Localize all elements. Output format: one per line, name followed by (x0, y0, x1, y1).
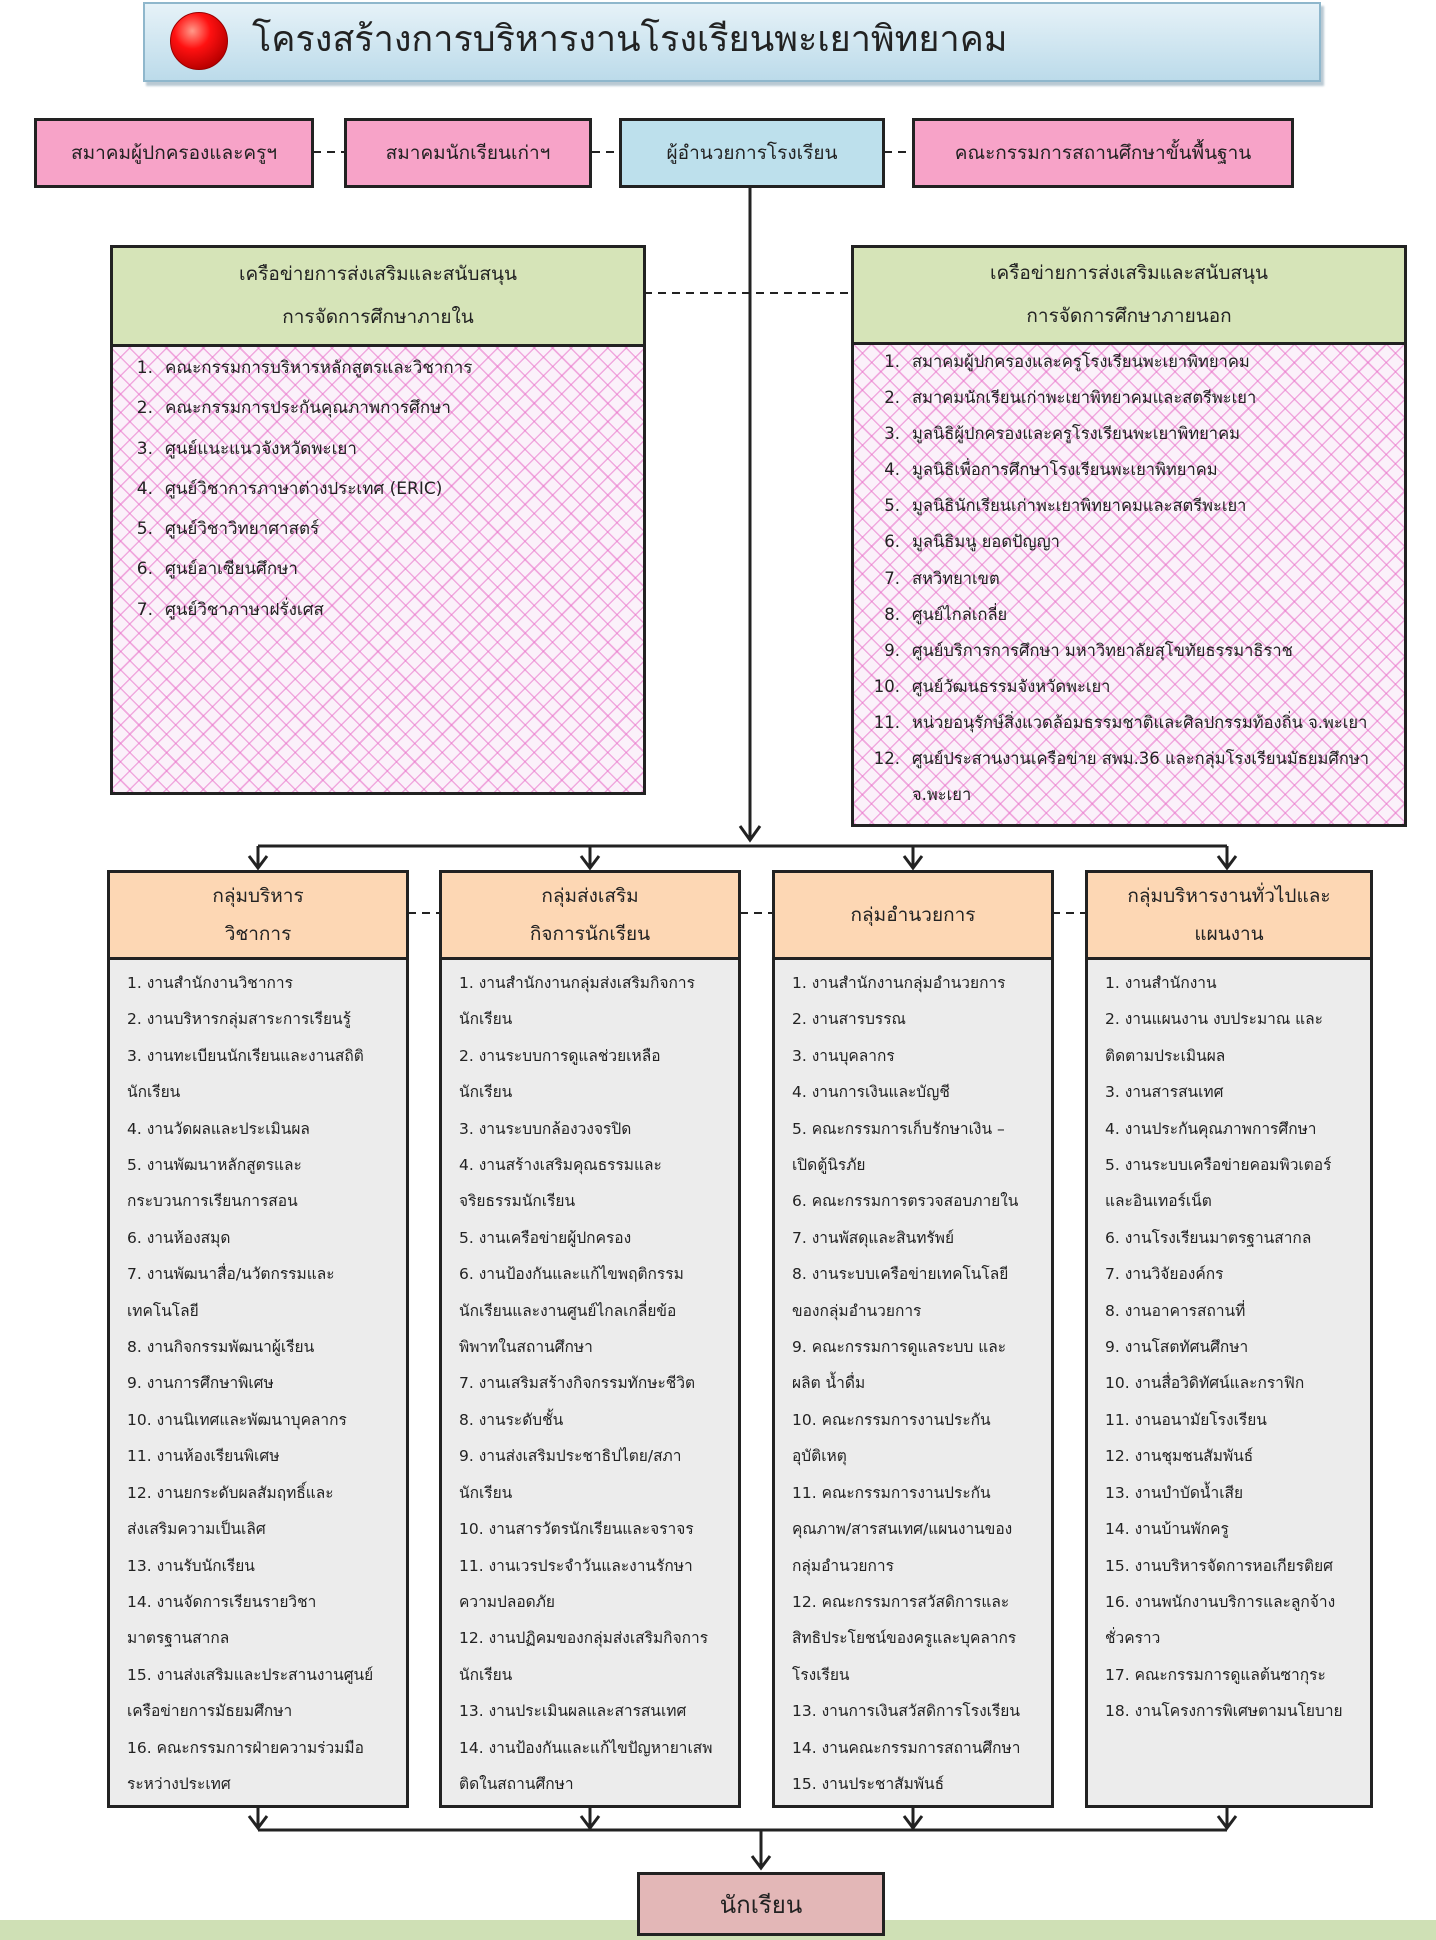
group-list-item: 10. งานนิเทศและพัฒนาบุคลากร (127, 1410, 347, 1429)
internal_network-item-text: คณะกรรมการบริหารหลักสูตรและวิชาการ (165, 358, 473, 378)
internal_network-item-text: ศูนย์วิชาวิทยาศาสตร์ (165, 519, 320, 540)
internal_network-item-number: 5. (136, 519, 153, 540)
external_network-item-number: 6. (884, 532, 900, 552)
group-list-item: 5. คณะกรรมการเก็บรักษาเงิน – (792, 1119, 1005, 1138)
group-list-item: 11. งานเวรประจำวันและงานรักษา (459, 1556, 693, 1575)
internal_network-item-number: 3. (136, 438, 153, 459)
internal_network-item (131, 429, 472, 469)
external-network-header (854, 248, 1404, 345)
group-list-item: 16. งานพนักงานบริการและลูกจ้าง (1105, 1592, 1336, 1611)
group-list-item: 3. งานสารสนเทศ (1105, 1083, 1224, 1102)
group-list-item: 15. งานประชาสัมพันธ์ (792, 1774, 945, 1793)
group-list-item: ระหว่างประเทศ (127, 1774, 231, 1793)
group-list-item: 8. งานระดับชั้น (459, 1410, 564, 1429)
external-network-title-2: การจัดการศึกษาภายนอก (1026, 305, 1232, 327)
group-student-affairs (439, 870, 741, 1808)
group-list-item: 1. งานสำนักงานกลุ่มส่งเสริมกิจการ (459, 974, 695, 992)
basic-education-board-box (912, 118, 1294, 188)
group-list-item: กระบวนการเรียนการสอน (127, 1192, 298, 1211)
external_network-item-text: สหวิทยาเขต (912, 568, 1000, 588)
external_network-item (870, 633, 1369, 669)
external_network-item (870, 741, 1369, 777)
group-list-item: 11. งานอนามัยโรงเรียน (1105, 1410, 1267, 1429)
group-list-item: เปิดตู้นิรภัย (792, 1156, 866, 1175)
group-list-item: ของกลุ่มอำนวยการ (792, 1301, 922, 1320)
group-academic-title-2: วิชาการ (224, 923, 292, 945)
group-list-item: ติดตามประเมินผล (1105, 1046, 1226, 1065)
external_network-item-number: 4. (884, 460, 900, 480)
internal_network-item-text: ศูนย์แนะแนวจังหวัดพะเยา (165, 438, 357, 459)
parent-association-label: สมาคมผู้ปกครองและครูฯ (70, 142, 277, 164)
group-list-item: 11. คณะกรรมการงานประกัน (792, 1483, 991, 1502)
group-list-item: นักเรียน (459, 1083, 513, 1102)
external_network-item (870, 488, 1369, 524)
external_network-item-text: ศูนย์ไกล่เกลี่ย (912, 604, 1008, 624)
group-student-affairs-header (442, 873, 738, 960)
alumni-association-box (344, 118, 592, 188)
external_network-item (870, 669, 1369, 705)
red-orb-icon (170, 12, 228, 70)
group-list-item: 2. งานแผนงาน งบประมาณ และ (1105, 1010, 1323, 1029)
group-academic (107, 870, 409, 1808)
group-list-item: 11. งานห้องเรียนพิเศษ (127, 1447, 280, 1466)
internal_network-item-number: 7. (136, 599, 153, 620)
internal-network-title-2: การจัดการศึกษาภายใน (282, 306, 474, 328)
external_network-item-number: 2. (884, 388, 900, 408)
group-list-item: โรงเรียน (792, 1665, 850, 1684)
alumni-association-label: สมาคมนักเรียนเก่าฯ (385, 142, 551, 164)
group-list-item: 2. งานสารบรรณ (792, 1010, 906, 1029)
group-list-item: 10. งานสารวัตรนักเรียนและจราจร (459, 1520, 694, 1539)
group-administration-title-1: กลุ่มอำนวยการ (850, 904, 976, 926)
internal_network-item (131, 509, 472, 549)
internal_network-item-text: คณะกรรมการประกันคุณภาพการศึกษา (165, 398, 451, 419)
external_network-item (870, 561, 1369, 597)
group-list-item: จริยธรรมนักเรียน (459, 1192, 576, 1211)
external_network-item-text: สมาคมนักเรียนเก่าพะเยาพิทยาคมและสตรีพะเยา (912, 388, 1257, 408)
group-list-item: 12. งานยกระดับผลสัมฤทธิ์และ (127, 1483, 334, 1502)
group-list-item: 3. งานบุคลากร (792, 1046, 895, 1065)
group-academic-list (127, 965, 373, 1802)
group-list-item: 9. งานการศึกษาพิเศษ (127, 1374, 274, 1393)
student-box (637, 1872, 885, 1936)
external_network-item-text: มูลนิธินักเรียนเก่าพะเยาพิทยาคมและสตรีพะเยา (912, 496, 1247, 516)
group-list-item: ติดในสถานศึกษา (459, 1774, 574, 1793)
group-list-item: 14. งานจัดการเรียนรายวิชา (127, 1592, 317, 1611)
group-student-affairs-list (459, 965, 712, 1802)
group-list-item: 12. คณะกรรมการสวัสดิการและ (792, 1592, 1010, 1611)
external-network-title-1: เครือข่ายการส่งเสริมและสนับสนุน (990, 262, 1268, 284)
external_network-item-number: 8. (884, 604, 900, 624)
group-list-item: 13. งานบำบัดน้ำเสีย (1105, 1483, 1244, 1502)
internal_network-item-text: ศูนย์วิชาภาษาฝรั่งเศส (165, 599, 324, 620)
group-list-item: พิพาทในสถานศึกษา (459, 1338, 593, 1357)
group-list-item: 10. คณะกรรมการงานประกัน (792, 1410, 991, 1429)
external_network-item (870, 452, 1369, 488)
internal_network-item (131, 388, 472, 428)
external_network-item-number: 10. (873, 676, 900, 696)
group-student-affairs-title-1: กลุ่มส่งเสริม (541, 885, 639, 907)
student-label: นักเรียน (719, 1890, 803, 1919)
internal_network-item (131, 590, 472, 630)
group-list-item: 16. คณะกรรมการฝ่ายความร่วมมือ (127, 1738, 364, 1757)
group-list-item: 5. งานระบบเครือข่ายคอมพิวเตอร์ (1105, 1156, 1332, 1175)
group-list-item: 7. งานพัฒนาสื่อ/นวัตกรรมและ (127, 1265, 335, 1284)
group-list-item: 7. งานพัสดุและสินทรัพย์ (792, 1228, 955, 1247)
group-list-item: 6. งานป้องกันและแก้ไขพฤติกรรม (459, 1265, 684, 1284)
group-list-item: 13. งานประเมินผลและสารสนเทศ (459, 1702, 687, 1721)
basic-education-board-label: คณะกรรมการสถานศึกษาขั้นพื้นฐาน (954, 142, 1252, 164)
external_network-item-text: มูลนิธิเพื่อการศึกษาโรงเรียนพะเยาพิทยาคม (912, 460, 1218, 480)
external-network-box (851, 245, 1407, 827)
group-list-item: 7. งานเสริมสร้างกิจกรรมทักษะชีวิต (459, 1374, 696, 1393)
group-list-item: นักเรียน (459, 1010, 513, 1029)
group-list-item: ความปลอดภัย (459, 1592, 556, 1611)
internal-network-header (113, 248, 643, 347)
internal_network-item-number: 4. (136, 478, 153, 499)
external_network-item-number: 7. (884, 568, 900, 588)
group-list-item: 12. งานชุมชนสัมพันธ์ (1105, 1447, 1254, 1466)
group-list-item: 4. งานสร้างเสริมคุณธรรมและ (459, 1156, 662, 1175)
external_network-item (870, 416, 1369, 452)
group-list-item: 15. งานบริหารจัดการหอเกียรติยศ (1105, 1556, 1334, 1575)
group-administration-header (775, 873, 1051, 960)
internal_network-item-number: 2. (136, 398, 153, 419)
external_network-item-text: ศูนย์บริการการศึกษา มหาวิทยาลัยสุโขทัยธรรมาธิราช (912, 640, 1293, 660)
group-list-item: 4. งานการเงินและบัญชี (792, 1083, 950, 1102)
external_network-item-number: 1. (884, 352, 900, 371)
group-list-item: ผลิต น้ำดื่ม (792, 1374, 866, 1393)
external_network-item-text: มูลนิธิมนู ยอดปัญญา (912, 532, 1060, 552)
external_network-item-text: หน่วยอนุรักษ์สิ่งแวดล้อมธรรมชาติและศิลปกรรมท้องถิ่น จ.พะเยา (912, 712, 1368, 732)
internal_network-item-number: 1. (136, 358, 153, 378)
external_network-item (870, 597, 1369, 633)
external_network-item-text: มูลนิธิผู้ปกครองและครูโรงเรียนพะเยาพิทยาคม (912, 424, 1240, 444)
group-list-item: เครือข่ายการมัธยมศึกษา (127, 1702, 293, 1721)
group-list-item: คุณภาพ/สารสนเทศ/แผนงานของ (792, 1520, 1013, 1539)
group-list-item: 8. งานระบบเครือข่ายเทคโนโลยี (792, 1265, 1009, 1284)
group-list-item: 12. งานปฏิคมของกลุ่มส่งเสริมกิจการ (459, 1629, 709, 1648)
group-list-item: 2. งานระบบการดูแลช่วยเหลือ (459, 1046, 661, 1065)
group-administration (772, 870, 1054, 1808)
group-general-planning-title-1: กลุ่มบริหารงานทั่วไปและ (1127, 885, 1331, 907)
internal_network-item-number: 6. (136, 559, 153, 580)
group-list-item: ส่งเสริมความเป็นเลิศ (127, 1520, 266, 1539)
group-list-item: 17. คณะกรรมการดูแลต้นซากุระ (1105, 1665, 1326, 1684)
external_network-item-number: 5. (884, 496, 900, 516)
external_network-item-text: ศูนย์วัฒนธรรมจังหวัดพะเยา (912, 676, 1111, 696)
external_network-item (870, 344, 1369, 380)
internal-network-list (131, 348, 472, 630)
group-list-item: 13. งานรับนักเรียน (127, 1556, 255, 1575)
group-list-item: 1. งานสำนักงานวิชาการ (127, 974, 293, 992)
group-list-item: 14. งานคณะกรรมการสถานศึกษา (792, 1738, 1021, 1757)
external_network-item-text: จ.พะเยา (912, 785, 972, 805)
group-list-item: 8. งานอาคารสถานที่ (1105, 1301, 1246, 1320)
group-list-item: 8. งานกิจกรรมพัฒนาผู้เรียน (127, 1338, 315, 1357)
group-list-item: 7. งานวิจัยองค์กร (1105, 1265, 1224, 1284)
external_network-item-text: ศูนย์ประสานงานเครือข่าย สพม.36 และกลุ่มโรงเรียนมัธยมศึกษา (912, 749, 1369, 769)
director-box (619, 118, 885, 188)
group-list-item: มาตรฐานสากล (127, 1629, 230, 1648)
group-academic-title-1: กลุ่มบริหาร (212, 885, 304, 907)
group-list-item: นักเรียนและงานศูนย์ไกลเกลี่ยข้อ (459, 1301, 677, 1320)
group-list-item: 9. คณะกรรมการดูแลระบบ และ (792, 1338, 1007, 1357)
internal-network-box (110, 245, 646, 795)
group-list-item: ชั่วคราว (1105, 1629, 1161, 1648)
external-network-list (870, 344, 1369, 813)
external_network-item (870, 380, 1369, 416)
group-list-item: 5. งานเครือข่ายผู้ปกครอง (459, 1228, 632, 1247)
group-list-item: 1. งานสำนักงานกลุ่มอำนวยการ (792, 974, 1006, 992)
group-list-item: 14. งานบ้านพักครู (1105, 1520, 1229, 1539)
group-list-item: นักเรียน (459, 1483, 513, 1502)
internal_network-item-text: ศูนย์วิชาการภาษาต่างประเทศ (ERIC) (165, 478, 443, 499)
external_network-item (870, 524, 1369, 560)
group-list-item: 13. งานการเงินสวัสดิการโรงเรียน (792, 1702, 1020, 1721)
group-list-item: 3. งานทะเบียนนักเรียนและงานสถิติ (127, 1046, 364, 1065)
group-list-item: 4. งานประกันคุณภาพการศึกษา (1105, 1119, 1317, 1138)
internal_network-item-text: ศูนย์อาเซียนศึกษา (165, 559, 298, 580)
internal_network-item (131, 348, 472, 388)
internal-network-title-1: เครือข่ายการส่งเสริมและสนับสนุน (239, 263, 517, 285)
group-list-item: 4. งานวัดผลและประเมินผล (127, 1119, 310, 1138)
group-list-item: 9. งานส่งเสริมประชาธิปไตย/สภา (459, 1447, 682, 1466)
director-label: ผู้อำนวยการโรงเรียน (666, 142, 838, 164)
group-list-item: นักเรียน (459, 1665, 513, 1684)
internal_network-item (131, 469, 472, 509)
group-list-item: 5. งานพัฒนาหลักสูตรและ (127, 1156, 302, 1175)
external_network-item-number: 12. (873, 749, 900, 769)
group-list-item: สิทธิประโยชน์ของครูและบุคลากร (792, 1629, 1017, 1648)
group-list-item: อุบัติเหตุ (792, 1447, 847, 1466)
external_network-item-number: 3. (884, 424, 900, 444)
group-list-item: และอินเทอร์เน็ต (1105, 1192, 1212, 1211)
internal_network-item (131, 549, 472, 589)
group-list-item: 15. งานส่งเสริมและประสานงานศูนย์ (127, 1665, 374, 1684)
external_network-item-number: 9. (884, 640, 900, 660)
group-administration-list (792, 965, 1020, 1802)
group-general-planning-header (1088, 873, 1370, 960)
group-list-item: 6. งานโรงเรียนมาตรฐานสากล (1105, 1228, 1312, 1247)
group-general-planning (1085, 870, 1373, 1808)
external_network-item-number: 11. (873, 712, 900, 732)
group-list-item: 9. งานโสตทัศนศึกษา (1105, 1338, 1249, 1357)
group-list-item: นักเรียน (127, 1083, 181, 1102)
group-general-planning-title-2: แผนงาน (1194, 923, 1264, 945)
group-general-planning-list (1105, 965, 1343, 1730)
group-list-item: เทคโนโลยี (127, 1301, 199, 1320)
group-list-item: 14. งานป้องกันและแก้ไขปัญหายาเสพ (459, 1738, 713, 1757)
group-academic-header (110, 873, 406, 960)
group-student-affairs-title-2: กิจการนักเรียน (529, 923, 651, 945)
external_network-item (870, 705, 1369, 741)
group-list-item: 6. คณะกรรมการตรวจสอบภายใน (792, 1192, 1019, 1211)
group-list-item: 18. งานโครงการพิเศษตามนโยบาย (1105, 1702, 1343, 1721)
group-list-item: 10. งานสื่อวิดิทัศน์และกราฟิก (1105, 1374, 1305, 1393)
page-title: โครงสร้างการบริหารงานโรงเรียนพะเยาพิทยาคม (252, 19, 1008, 60)
group-list-item: 3. งานระบบกล้องวงจรปิด (459, 1119, 632, 1138)
external_network-item-text: สมาคมผู้ปกครองและครูโรงเรียนพะเยาพิทยาคม (912, 352, 1250, 371)
group-list-item: กลุ่มอำนวยการ (792, 1556, 894, 1575)
group-list-item: 2. งานบริหารกลุ่มสาระการเรียนรู้ (127, 1010, 351, 1029)
group-list-item: 6. งานห้องสมุด (127, 1228, 231, 1247)
parent-association-box (34, 118, 314, 188)
group-list-item: 1. งานสำนักงาน (1105, 974, 1217, 992)
external_network-item (870, 777, 1369, 813)
